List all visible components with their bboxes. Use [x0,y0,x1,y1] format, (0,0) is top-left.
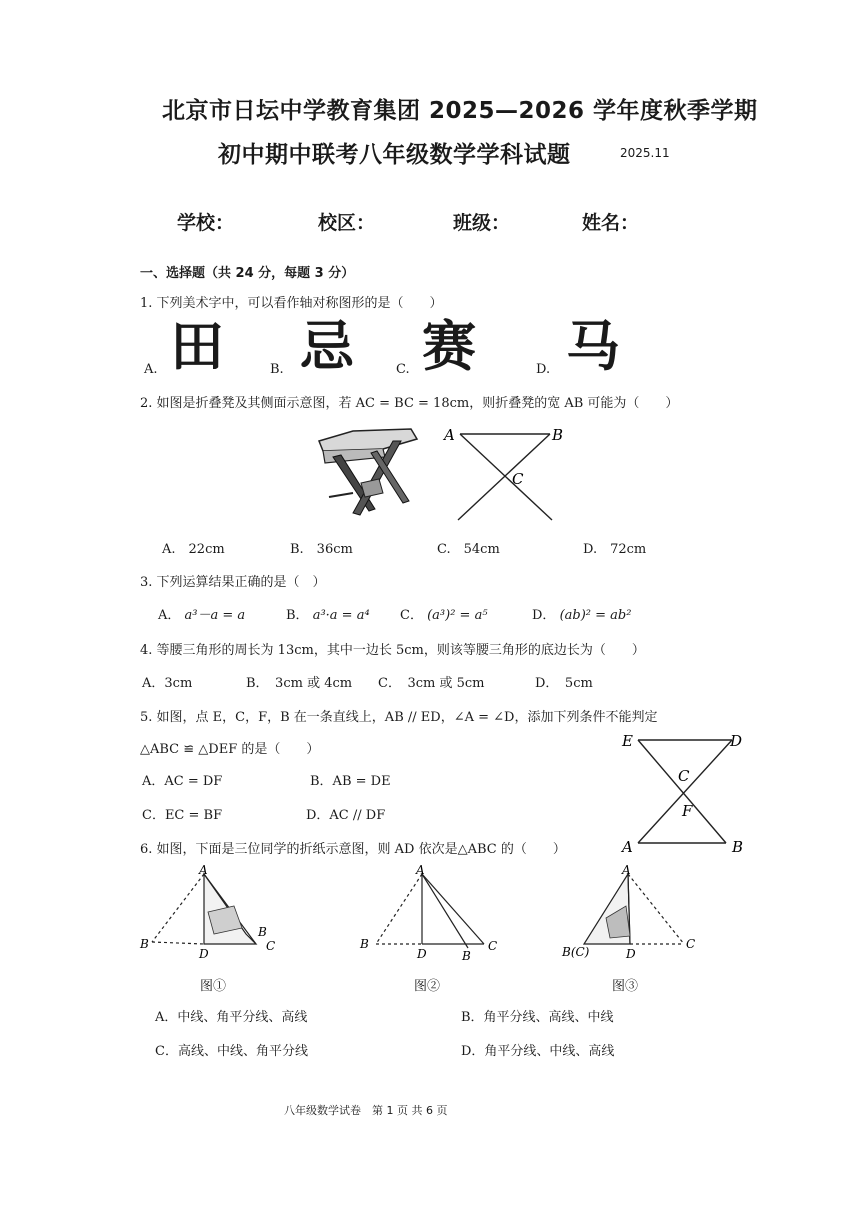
q5-option-c: C．EC = BF [142,808,223,823]
folding-stool-image [313,423,423,523]
section-title: 一、选择题（共 24 分，每题 3 分） [140,266,355,281]
q6-f1-label-c: C [266,939,276,953]
q6-figure-2 [356,862,506,962]
q3-option-b: B． a³·a = a⁴ [286,608,370,623]
q6-f1-label-b2: B [258,925,267,939]
q5-option-a: A．AC = DF [142,774,223,789]
q2-stem: 2. 如图是折叠凳及其侧面示意图，若 AC = BC = 18cm，则折叠凳的宽 AB 可能为（ ） [140,396,679,411]
q6-f1-label-d: D [199,947,209,961]
q5-figure [620,730,750,855]
q3-stem: 3. 下列运算结果正确的是（ ） [140,575,326,590]
class-field-label: 班级： [453,212,511,234]
school-field-label: 学校： [177,212,235,234]
q5-label-f: F [682,802,693,820]
q2-option-d: D. 72cm [583,542,647,557]
q3-option-a: A． a³－a = a [158,608,246,623]
q6-option-a: A．中线、角平分线、高线 [155,1010,308,1025]
exam-date: 2025.11 [620,146,670,160]
q4-option-a: A．3cm [142,676,193,691]
name-field-label: 姓名： [582,212,640,234]
q5-label-d: D [730,732,743,750]
page-footer: 八年级数学试卷 第 1 页 共 6 页 [284,1104,448,1117]
q6-f2-label-b: B [360,937,369,951]
q3-option-c: C． (a³)² = a⁵ [400,608,488,623]
q4-option-c: C． 3cm 或 5cm [378,676,485,691]
q6-stem: 6. 如图，下面是三位同学的折纸示意图，则 AD 依次是△ABC 的（ ） [140,842,566,857]
q5-label-b: B [732,838,744,856]
q2-option-b: B. 36cm [290,542,353,557]
q6-figure-3-caption: 图③ [612,979,639,994]
q6-f3-label-c: C [686,937,696,951]
exam-title-line1: 北京市日坛中学教育集团 2025—2026 学年度秋季学期 [162,98,758,124]
campus-field-label: 校区： [318,212,376,234]
q6-f2-label-c: C [488,939,498,953]
q6-f2-label-b2: B [462,949,471,963]
q5-label-e: E [622,732,633,750]
q5-option-b: B．AB = DE [310,774,391,789]
q6-f1-label-b: B [140,937,149,951]
q1-option-a-label: A. [144,362,158,377]
q6-option-b: B．角平分线、高线、中线 [461,1010,614,1025]
q5-option-d: D．AC // DF [306,808,386,823]
q6-f2-label-d: D [417,947,427,961]
q6-f2-label-a: A [416,863,425,877]
q1-option-a-char: 田 [170,315,224,378]
q1-option-b-char: 忌 [300,315,354,378]
q6-option-d: D．角平分线、中线、高线 [461,1044,615,1059]
q5-stem-line1: 5. 如图，点 E，C，F，B 在一条直线上，AB // ED，∠A = ∠D，添加下列条件不能判定 [140,710,658,725]
q5-label-a: A [622,838,633,856]
q5-stem-line2: △ABC ≌ △DEF 的是（ ） [140,742,320,757]
q6-figure-1 [138,862,290,961]
q6-figure-2-caption: 图② [414,979,441,994]
q1-option-d-char: 马 [566,315,620,378]
q6-f3-label-bc: B(C) [562,945,590,959]
q1-option-c-label: C. [396,362,410,377]
q2-option-c: C. 54cm [437,542,500,557]
q1-option-c-char: 赛 [422,315,476,378]
q2-label-a: A [444,426,455,444]
q4-option-d: D． 5cm [535,676,593,691]
exam-title-line2: 初中期中联考八年级数学学科试题 [218,142,571,168]
q2-option-a: A. 22cm [162,542,225,557]
q1-option-b-label: B. [270,362,284,377]
q2-figure [438,424,564,526]
q1-option-d-label: D. [536,362,551,377]
q6-f1-label-a: A [199,863,208,877]
q1-stem: 1. 下列美术字中，可以看作轴对称图形的是（ ） [140,296,443,311]
q6-figure-3 [560,862,700,962]
q4-stem: 4. 等腰三角形的周长为 13cm，其中一边长 5cm，则该等腰三角形的底边长为（ ） [140,643,645,658]
q6-f3-label-a: A [622,863,631,877]
q6-figure-1-caption: 图① [200,979,227,994]
q6-f3-label-d: D [626,947,636,961]
q2-label-b: B [552,426,564,444]
q4-option-b: B． 3cm 或 4cm [246,676,353,691]
q2-label-c: C [512,470,524,488]
q3-option-d: D． (ab)² = ab² [532,608,632,623]
q5-label-c: C [678,767,690,785]
q6-option-c: C．高线、中线、角平分线 [155,1044,308,1059]
